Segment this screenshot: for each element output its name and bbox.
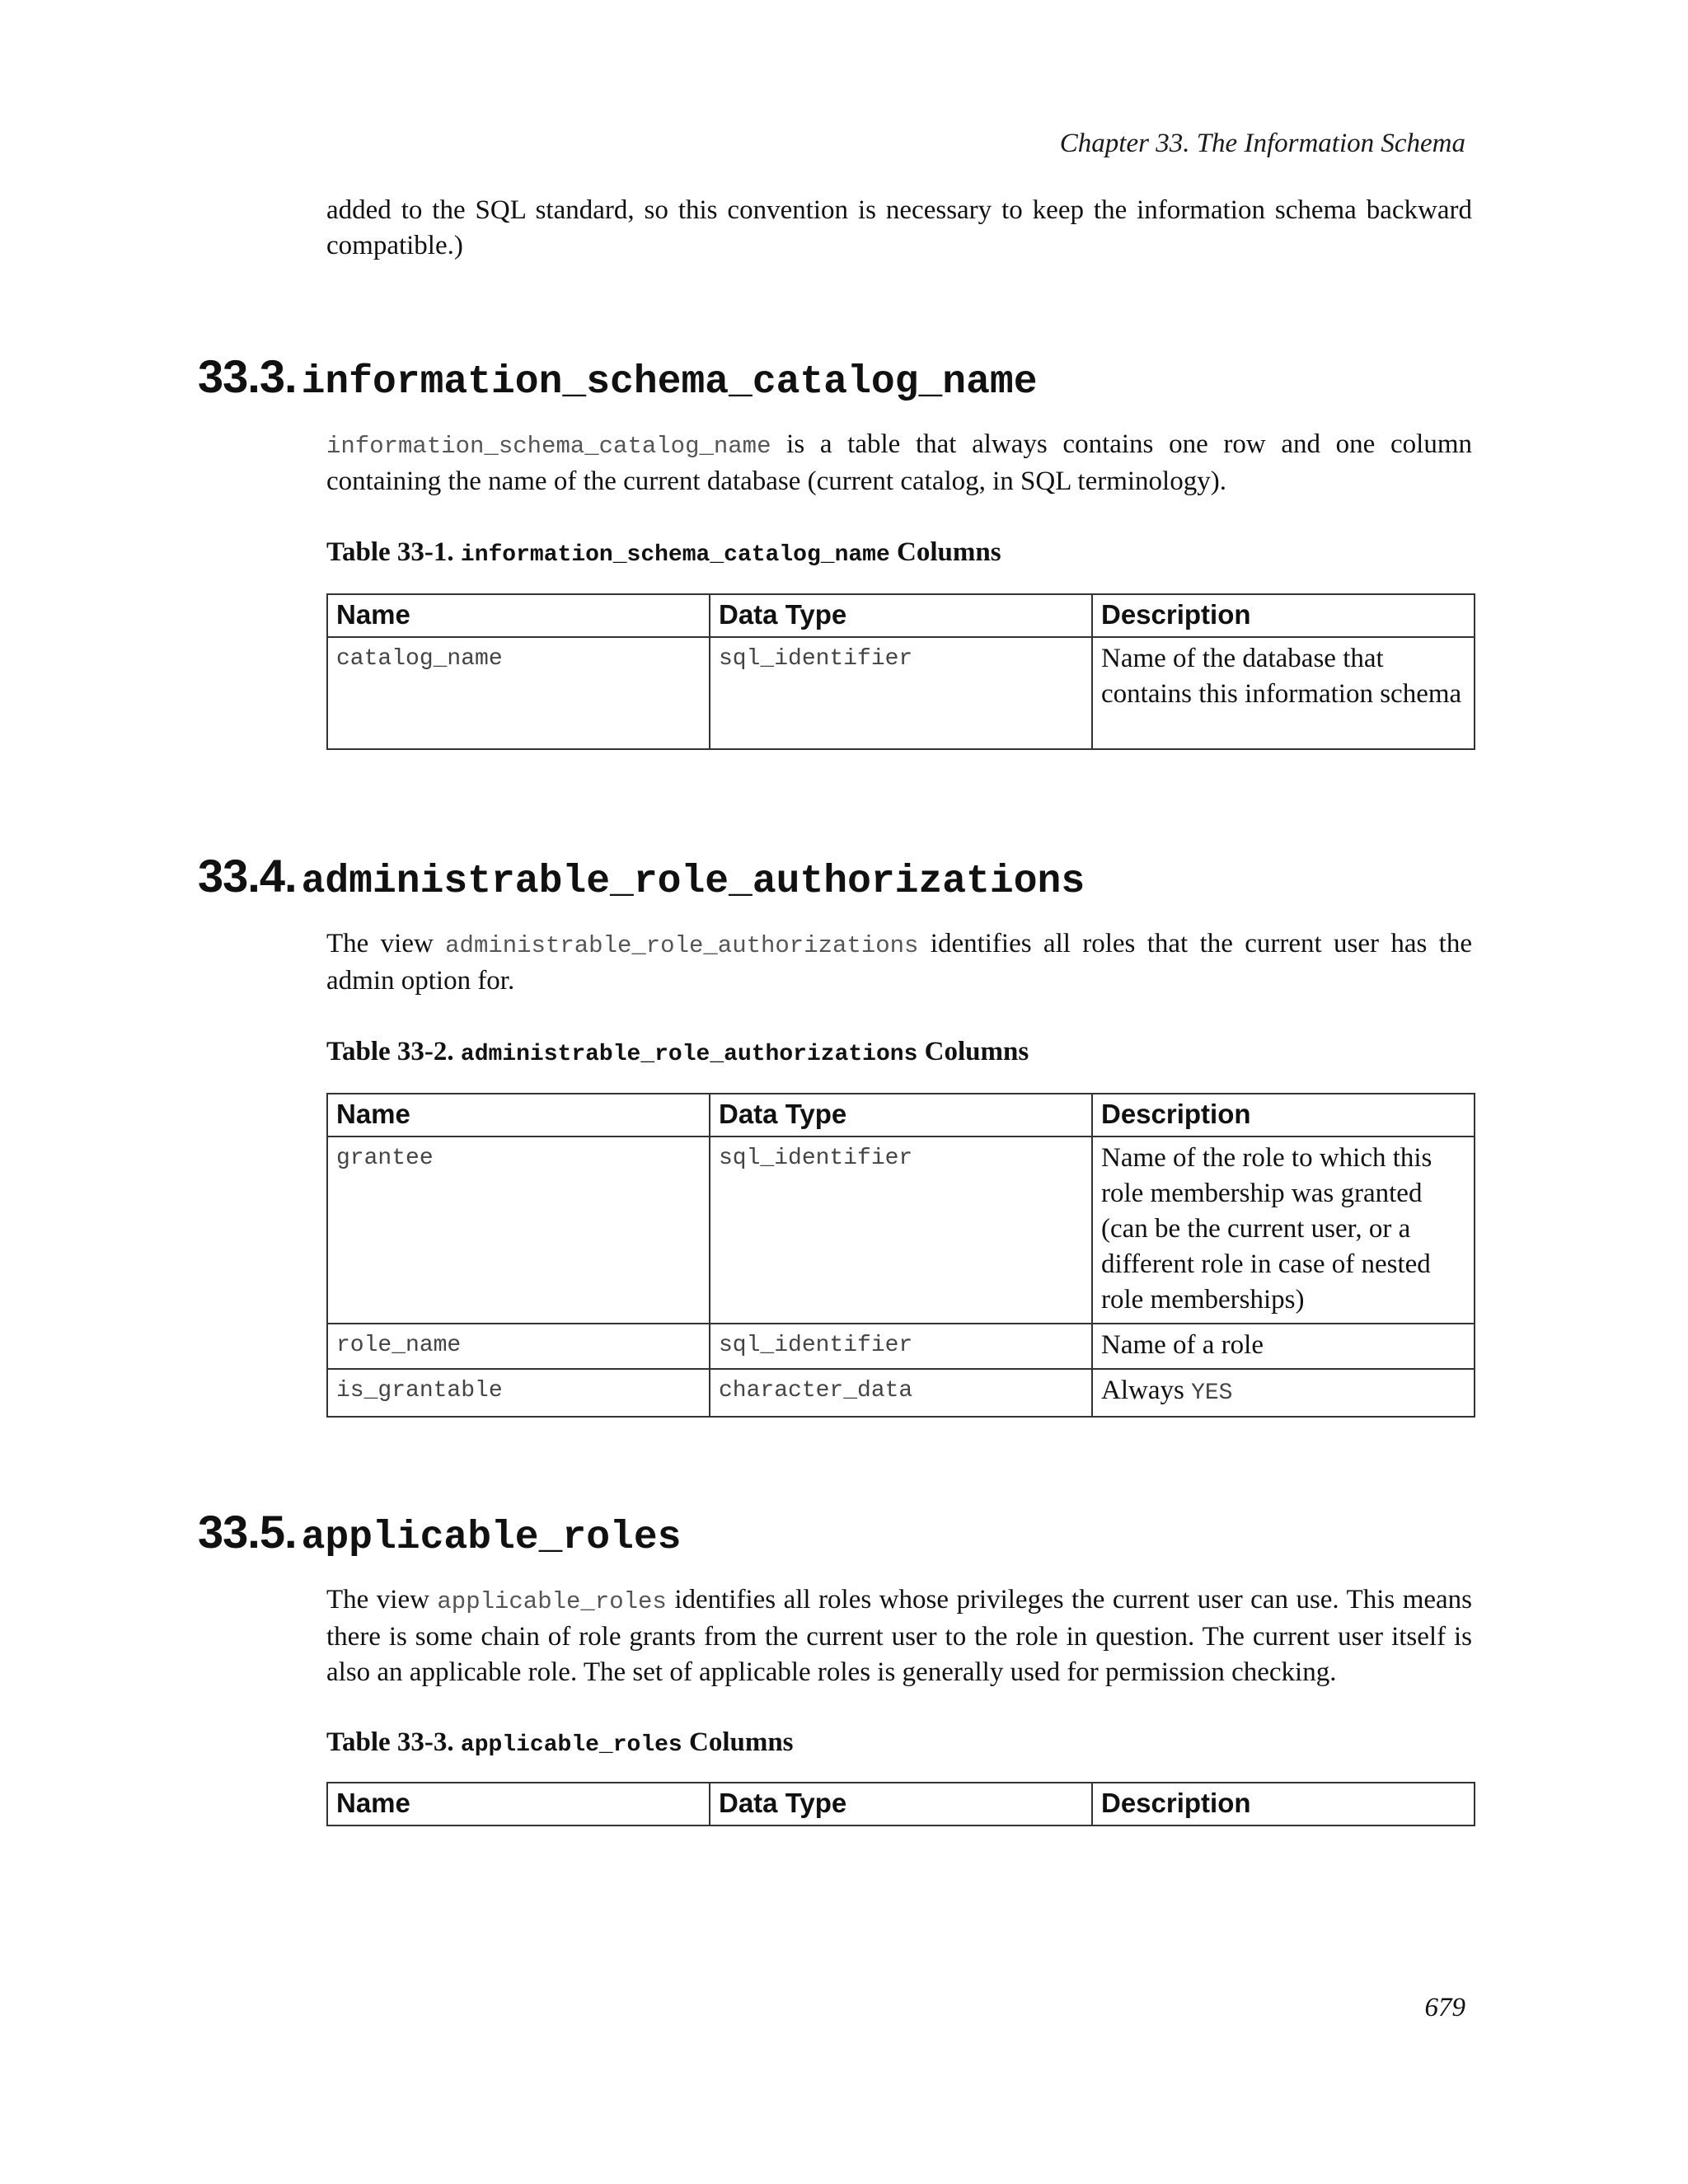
- section-heading-33-3: 33.3. information_schema_catalog_name: [198, 350, 1038, 405]
- table-caption-33-3: Table 33-3. applicable_roles Columns: [326, 1727, 794, 1758]
- table-33-2: [326, 1093, 1475, 1418]
- column-header-name: Name: [327, 1783, 710, 1825]
- table-row: [327, 1369, 1475, 1417]
- column-header-description: Description: [1092, 1094, 1475, 1137]
- column-header-data-type: Data Type: [710, 1783, 1092, 1825]
- cell-description: Name of the role to which this role membership was granted (can be the current user, or a different role in case of nested role memberships): [1092, 1137, 1475, 1324]
- intro-paragraph: added to the SQL standard, so this convention is necessary to keep the information schema backward compatible.): [326, 195, 1472, 260]
- table-header-row: [327, 1783, 1475, 1825]
- section-33-5-paragraph: The view applicable_roles identifies all roles whose privileges the current user can use. This means there is some chain of role grants from the current user to the role in question. The current user itself is also an applicable role. The set of applicable roles is generally used for permission checking.: [326, 1585, 1472, 1687]
- cell-name: role_name: [327, 1324, 710, 1369]
- table-row: [327, 1324, 1475, 1369]
- section-33-3-paragraph: information_schema_catalog_name is a table that always contains one row and one column containing the name of the current database (current catalog, in SQL terminology).: [326, 429, 1472, 496]
- table-caption-33-1: Table 33-1. information_schema_catalog_name Columns: [326, 537, 1001, 568]
- cell-name: catalog_name: [327, 637, 710, 749]
- table-row: [327, 637, 1475, 749]
- inline-code: YES: [1191, 1380, 1233, 1406]
- cell-name: grantee: [327, 1137, 710, 1324]
- table-header-row: [327, 594, 1475, 637]
- cell-data-type: character_data: [710, 1369, 1092, 1417]
- column-header-data-type: Data Type: [710, 1094, 1092, 1137]
- inline-code: information_schema_catalog_name: [326, 433, 771, 460]
- column-header-description: Description: [1092, 594, 1475, 637]
- cell-data-type: sql_identifier: [710, 1137, 1092, 1324]
- table-33-1: [326, 593, 1475, 750]
- cell-description: Name of a role: [1092, 1324, 1475, 1369]
- section-33-4-paragraph: The view administrable_role_authorizations identifies all roles that the current user has the admin option for.: [326, 929, 1472, 996]
- column-header-description: Description: [1092, 1783, 1475, 1825]
- table-caption-33-2: Table 33-2. administrable_role_authorizations Columns: [326, 1037, 1029, 1067]
- inline-code: applicable_roles: [437, 1588, 667, 1615]
- page-number: 679: [1424, 1993, 1465, 2022]
- section-heading-33-5: 33.5. applicable_roles: [198, 1506, 682, 1560]
- column-header-name: Name: [327, 1094, 710, 1137]
- table-33-3: [326, 1782, 1475, 1826]
- running-header: Chapter 33. The Information Schema: [1059, 129, 1465, 158]
- cell-description: Always YES: [1092, 1369, 1475, 1417]
- column-header-data-type: Data Type: [710, 594, 1092, 637]
- cell-data-type: sql_identifier: [710, 1324, 1092, 1369]
- cell-data-type: sql_identifier: [710, 637, 1092, 749]
- table-header-row: [327, 1094, 1475, 1137]
- table-row: [327, 1137, 1475, 1324]
- section-heading-33-4: 33.4. administrable_role_authorizations: [198, 850, 1085, 904]
- cell-name: is_grantable: [327, 1369, 710, 1417]
- inline-code: administrable_role_authorizations: [445, 932, 919, 959]
- cell-description: Name of the database that contains this information schema: [1092, 637, 1475, 749]
- column-header-name: Name: [327, 594, 710, 637]
